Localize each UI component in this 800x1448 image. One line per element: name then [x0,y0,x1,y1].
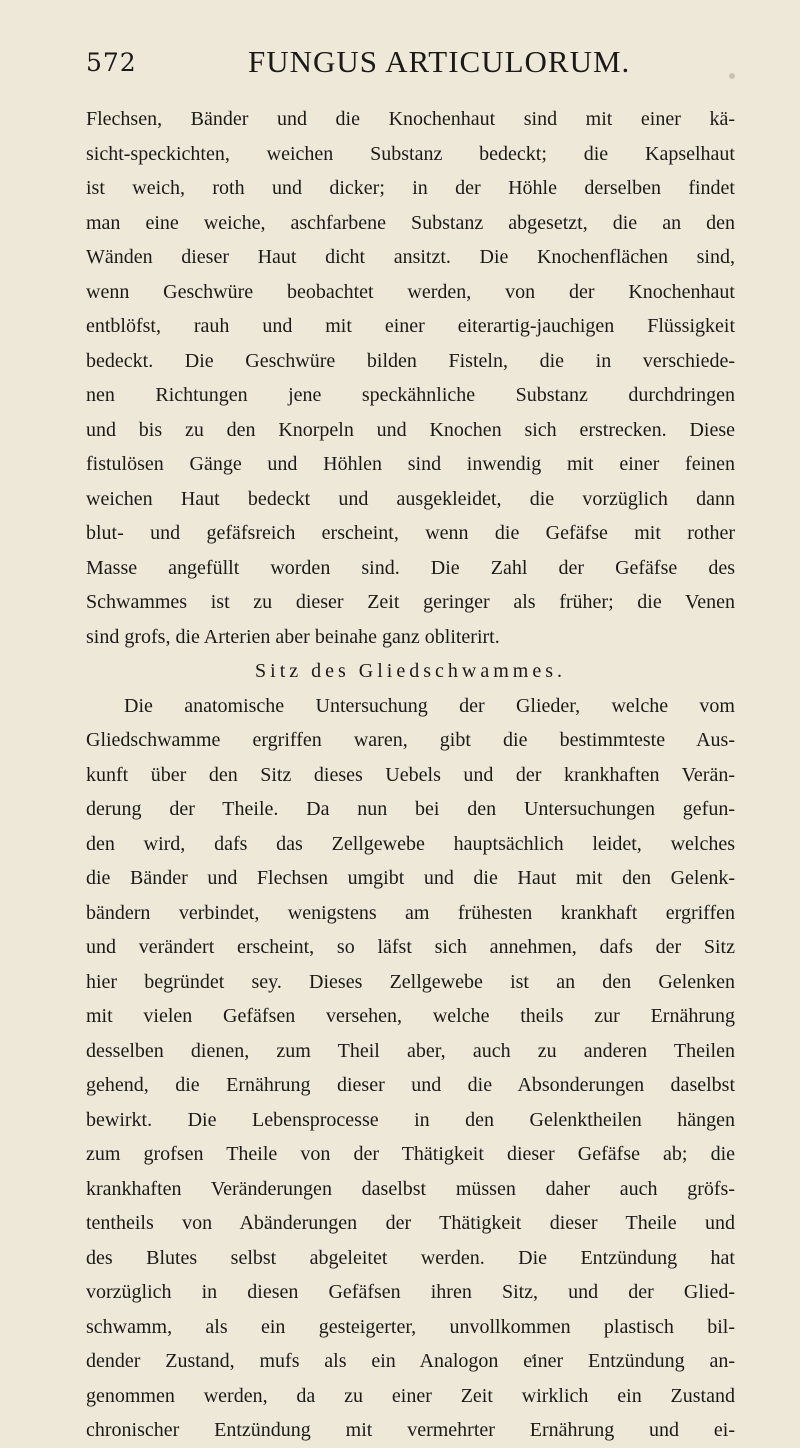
text-line: wenn Geschwüre beobachtet werden, von der Knochenhaut [86,280,735,303]
text-line: bewirkt. Die Lebensprocesse in den Gelenktheilen hängen [86,1108,735,1131]
text-line: entblöfst, rauh und mit einer eiterartig-jauchigen Flüssigkeit [86,315,735,337]
text-line: bändern verbindet, wenigstens am frühesten krankhaft ergriffen [86,901,735,924]
text-line: nen Richtungen jene speckähnliche Substanz durchdringen [86,384,735,406]
paper-speck [729,73,735,79]
text-line: bedeckt. Die Geschwüre bilden Fisteln, die in verschiede- [86,349,735,372]
page-header [86,44,726,84]
text-line: genommen werden, da zu einer Zeit wirklich ein Zustand [86,1384,735,1407]
text-line: Gliedschwamme ergriffen waren, gibt die bestimmteste Aus- [86,729,735,751]
text-line: Masse angefüllt worden sind. Die Zahl der Gefäfse des [86,556,735,579]
text-line: weichen Haut bedeckt und ausgekleidet, die vorzüglich dann [86,487,735,510]
text-line: gehend, die Ernährung dieser und die Absonderungen daselbst [86,1074,735,1096]
text-line: den wird, dafs das Zellgewebe hauptsächlich leidet, welches [86,832,735,855]
text-line: Die anatomische Untersuchung der Glieder, welche vom [124,694,735,717]
text-line: sicht-speckichten, weichen Substanz bedeckt; die Kapselhaut [86,142,735,165]
text-line: mit vielen Gefäfsen versehen, welche theils zur Ernährung [86,1005,735,1027]
text-line: schwamm, als ein gesteigerter, unvollkommen plastisch bil- [86,1315,735,1338]
text-line: sind grofs, die Arterien aber beinahe ganz obliterirt. [86,625,500,648]
text-line: blut- und gefäfsreich erscheint, wenn die Gefäfse mit rother [86,522,735,544]
text-line: krankhaften Veränderungen daselbst müssen daher auch gröfs- [86,1177,735,1200]
text-line: derung der Theile. Da nun bei den Untersuchungen gefun- [86,798,735,820]
text-line: die Bänder und Flechsen umgibt und die Haut mit den Gelenk- [86,867,735,889]
text-line: kunft über den Sitz dieses Uebels und der krankhaften Verän- [86,763,735,786]
text-line: und verändert erscheint, so läfst sich annehmen, dafs der Sitz [86,936,735,958]
text-line: vorzüglich in diesen Gefäfsen ihren Sitz, und der Glied- [86,1281,735,1303]
text-line: zum grofsen Theile von der Thätigkeit dieser Gefäfse ab; die [86,1143,735,1165]
text-line: man eine weiche, aschfarbene Substanz abgesetzt, die an den [86,211,735,234]
text-line: Flechsen, Bänder und die Knochenhaut sind mit einer kä- [86,108,735,130]
text-line: tentheils von Abänderungen der Thätigkeit dieser Theile und [86,1212,735,1234]
text-line: chronischer Entzündung mit vermehrter Ernährung und ei- [86,1419,735,1441]
text-line: ist weich, roth und dicker; in der Höhle derselben findet [86,177,735,199]
text-line: des Blutes selbst abgeleitet werden. Die Entzündung hat [86,1246,735,1269]
page-number: 572 [86,48,137,77]
text-line: desselben dienen, zum Theil aber, auch zu anderen Theilen [86,1039,735,1062]
section-heading: Sitz des Gliedschwammes. [255,660,566,682]
page-body [86,102,735,1448]
text-line: dender Zustand, mufs als ein Analogon einer Entzündung an- [86,1350,735,1372]
running-title: FUNGUS ARTICULORUM. [248,44,631,79]
text-line: Wänden dieser Haut dicht ansitzt. Die Knochenflächen sind, [86,246,735,268]
text-line: fistulösen Gänge und Höhlen sind inwendig mit einer feinen [86,453,735,475]
text-line: Schwammes ist zu dieser Zeit geringer als früher; die Venen [86,591,735,613]
text-line: hier begründet sey. Dieses Zellgewebe ist an den Gelenken [86,970,735,993]
text-line: und bis zu den Knorpeln und Knochen sich erstrecken. Diese [86,418,735,441]
